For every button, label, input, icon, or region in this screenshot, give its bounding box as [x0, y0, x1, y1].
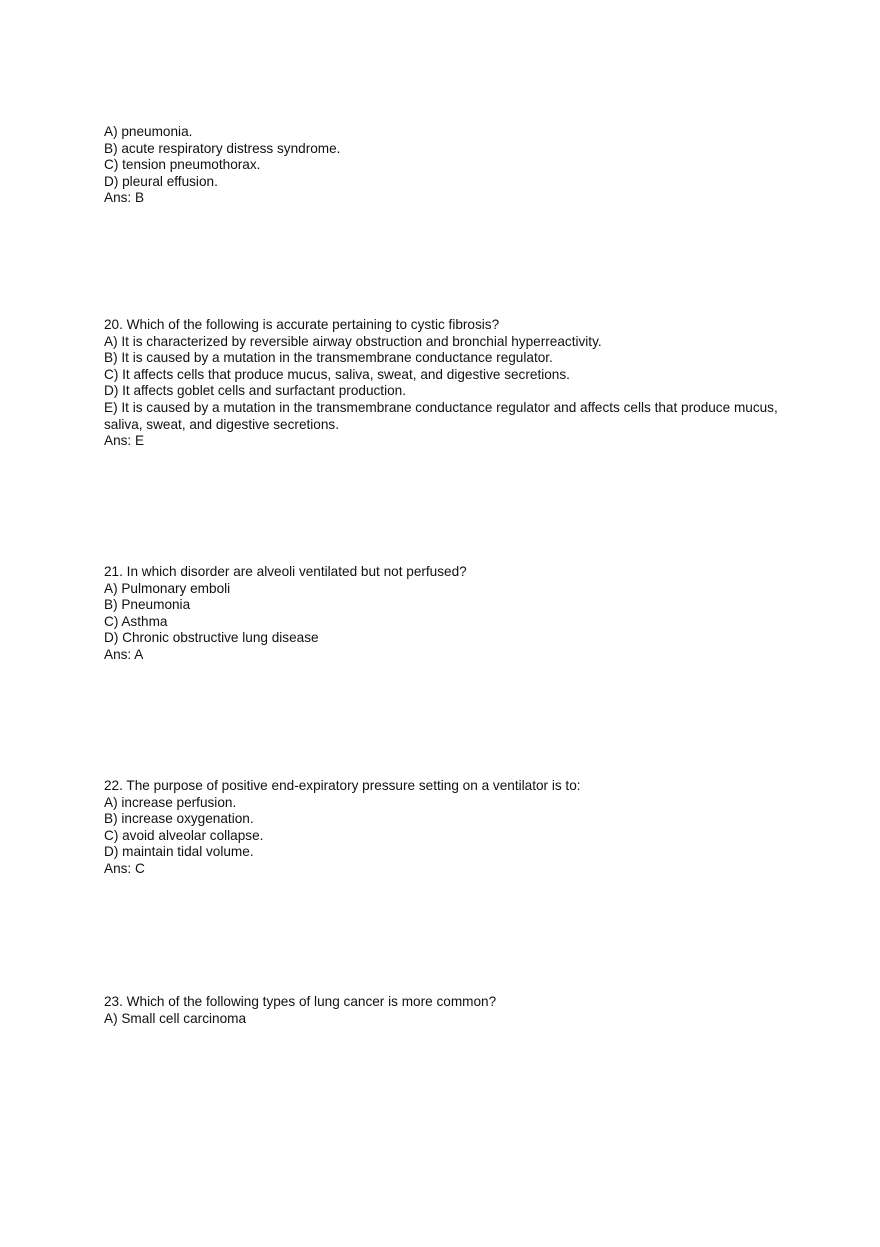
option-d: D) It affects goblet cells and surfactant production.	[104, 383, 406, 399]
option-b: B) Pneumonia	[104, 597, 191, 613]
option-d: D) maintain tidal volume.	[104, 844, 254, 860]
answer-line: Ans: B	[104, 190, 145, 206]
option-d: D) pleural effusion.	[104, 173, 218, 189]
option-b: B) acute respiratory distress syndrome.	[104, 140, 341, 156]
option-c: C) It affects cells that produce mucus, saliva, sweat, and digestive secretions.	[104, 366, 570, 382]
option-b: B) increase oxygenation.	[104, 811, 254, 827]
option-a: A) increase perfusion.	[104, 794, 237, 810]
option-b: B) It is caused by a mutation in the transmembrane conductance regulator.	[104, 350, 553, 366]
question-block-21	[104, 564, 784, 664]
option-c: C) Asthma	[104, 613, 168, 629]
option-a: A) Pulmonary emboli	[104, 580, 231, 596]
option-a: A) pneumonia.	[104, 124, 193, 139]
question-text: 20. Which of the following is accurate pertaining to cystic fibrosis?	[104, 317, 500, 332]
question-block-20	[104, 317, 784, 450]
option-c: C) tension pneumothorax.	[104, 157, 261, 173]
question-text: 22. The purpose of positive end-expiratory pressure setting on a ventilator is to:	[104, 778, 581, 793]
option-e: E) It is caused by a mutation in the transmembrane conductance regulator and affects cells that produce mucus, saliva, sweat, and digestive secretions.	[104, 399, 778, 432]
question-block-19	[104, 124, 784, 207]
answer-line: Ans: E	[104, 433, 145, 449]
option-d: D) Chronic obstructive lung disease	[104, 630, 319, 646]
option-c: C) avoid alveolar collapse.	[104, 827, 264, 843]
answer-line: Ans: C	[104, 860, 145, 876]
option-a: A) It is characterized by reversible airway obstruction and bronchial hyperreactivity.	[104, 333, 602, 349]
question-block-23	[104, 994, 784, 1027]
question-block-22	[104, 778, 784, 878]
option-a: A) Small cell carcinoma	[104, 1010, 247, 1026]
question-text: 23. Which of the following types of lung cancer is more common?	[104, 994, 497, 1009]
answer-line: Ans: A	[104, 646, 144, 662]
question-text: 21. In which disorder are alveoli ventilated but not perfused?	[104, 564, 467, 579]
